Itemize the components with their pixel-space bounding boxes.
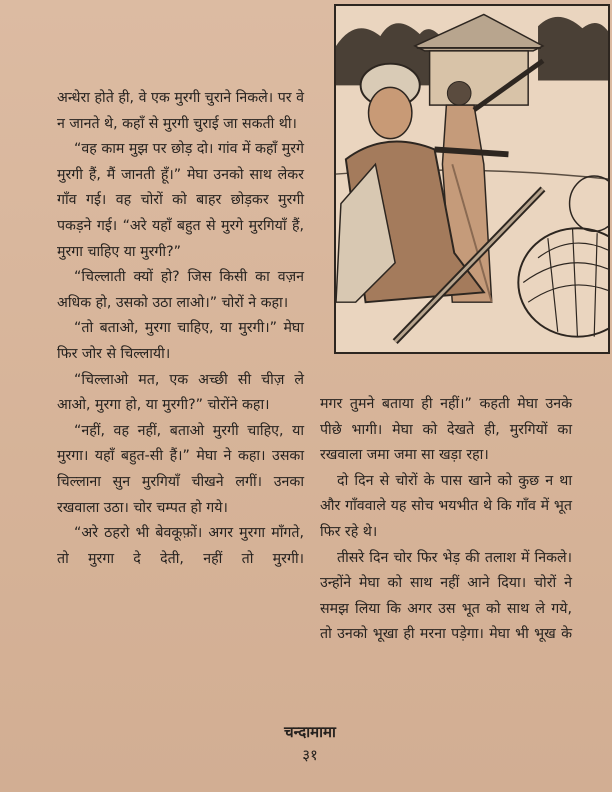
paragraph: “नहीं, वह नहीं, बताओ मुरगी चाहिए, या मुरगा। यहाँ बहुत-सी हैं।” मेघा ने कहा। उसका चिल्लाना सुन मुरगियाँ चीखने लगीं। उनका रखवाला उठा। चोर चम्पत हो गये।: [57, 422, 304, 516]
paragraph: दो दिन से चोरों के पास खाने को कुछ न था और गाँववाले यह सोच भयभीत थे कि गाँव में भूत फिर रहे थे।: [320, 472, 572, 540]
story-illustration: [334, 4, 610, 354]
paragraph: अन्धेरा होते ही, वे एक मुरगी चुराने निकले। पर वे न जानते थे, कहाँ से मुरगी चुराई जा सकती थी।: [57, 90, 304, 132]
paragraph: मगर तुमने बताया ही नहीं।” कहती मेघा उनके पीछे भागी। मेघा को देखते ही, मुरगियों का रखवाला जमा जमा सा खड़ा रहा।: [320, 396, 572, 464]
paragraph: “वह काम मुझ पर छोड़ दो। गांव में कहाँ मुरगे मुरगी हैं, मैं जानती हूँ।” मेघा उनको साथ लेकर गाँव गई। वह चोरों को बाहर छोड़कर मुरगी पकड़ने गई। “अरे यहाँ बहुत से मुरगे मुरगियाँ हैं, मुरगा चाहिए या मुरगी?”: [57, 141, 304, 260]
paragraph: “अरे ठहरो भी बेवकूफ़ों। अगर मुरगा माँगते, तो मुरगा दे देती, नहीं तो मुरगी।: [57, 525, 304, 567]
page-number: ३१: [302, 746, 318, 764]
right-text-column: [320, 392, 572, 648]
left-text-column: [57, 86, 304, 572]
paragraph: “चिल्लाओ मत, एक अच्छी सी चीज़ ले आओ, मुरगा हो, या मुरगी?” चोरोंने कहा।: [57, 371, 304, 414]
paragraph: “चिल्लाती क्यों हो? जिस किसी का वज़न अधिक हो, उसको उठा लाओ।” चोरों ने कहा।: [57, 269, 304, 311]
magazine-name: चन्दामामा: [284, 723, 336, 741]
paragraph: “तो बताओ, मुरगा चाहिए, या मुरगी।” मेघा फिर जोर से चिल्लायी।: [57, 320, 304, 362]
paragraph: तीसरे दिन चोर फिर भेड़ की तलाश में निकले। उन्होंने मेघा को साथ नहीं आने दिया। चोरों ने समझ लिया कि अगर उस भूत को साथ ले गये, तो उनको भूखा ही मरना पड़ेगा। मेघा भी भूख के: [320, 549, 572, 643]
illustration-man-woman-village: [336, 6, 608, 352]
